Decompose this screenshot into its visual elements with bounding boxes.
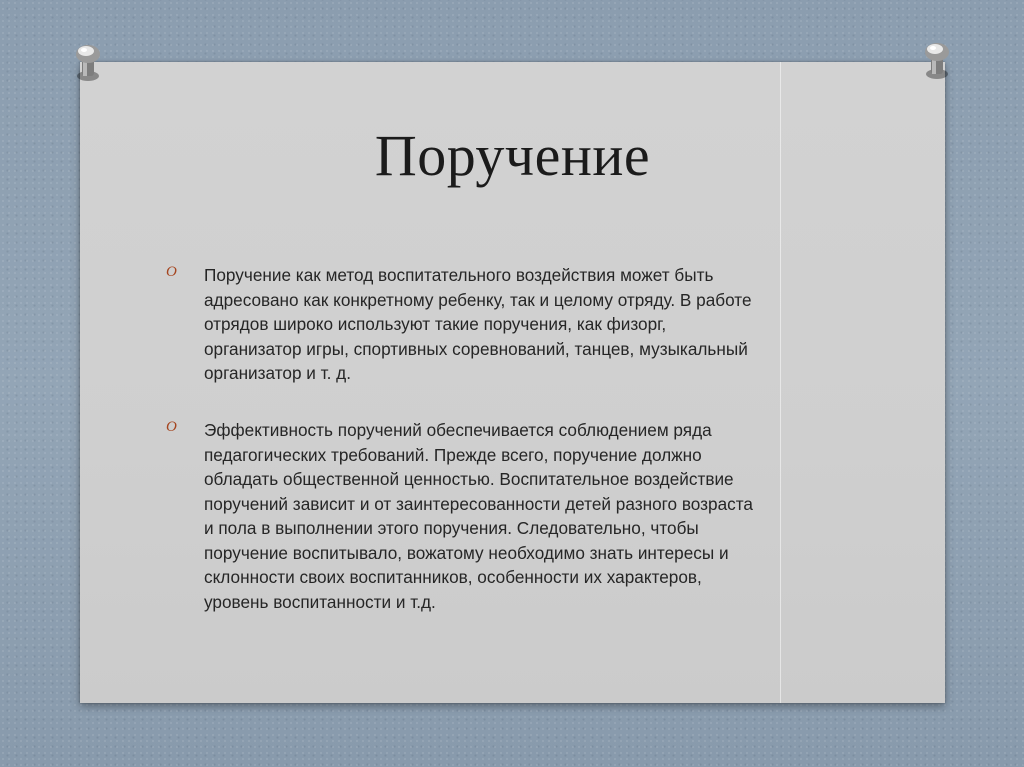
pin-icon <box>917 38 957 82</box>
bullet-text: Эффективность поручений обеспечивается соблюдением ряда педагогических требований. Прежде всего, поручение должно обладать общественной ценностью. Воспитательное воздействие поручений зависит и от заинтересованности детей разного возраста и пола в выполнении этого поручения. Следовательно, чтобы поручение воспитывало, вожатому необходимо знать интересы и склонности своих воспитанников, особенности их характеров, уровень воспитанности и т.д. <box>204 420 753 612</box>
slide-title: Поручение <box>374 123 651 188</box>
bullet-text: Поручение как метод воспитательного воздействия может быть адресовано как конкретному ребенку, так и целому отряду. В работе отрядов широко используют такие поручения, как физорг, организатор игры, спортивных соревнований, танцев, музыкальный организатор и т. д. <box>204 265 752 383</box>
bullet-item <box>166 418 856 614</box>
pin-icon <box>68 40 108 84</box>
bullet-item <box>166 263 856 386</box>
bullet-marker-icon: O <box>166 419 177 435</box>
bullet-marker-icon: O <box>166 264 177 280</box>
